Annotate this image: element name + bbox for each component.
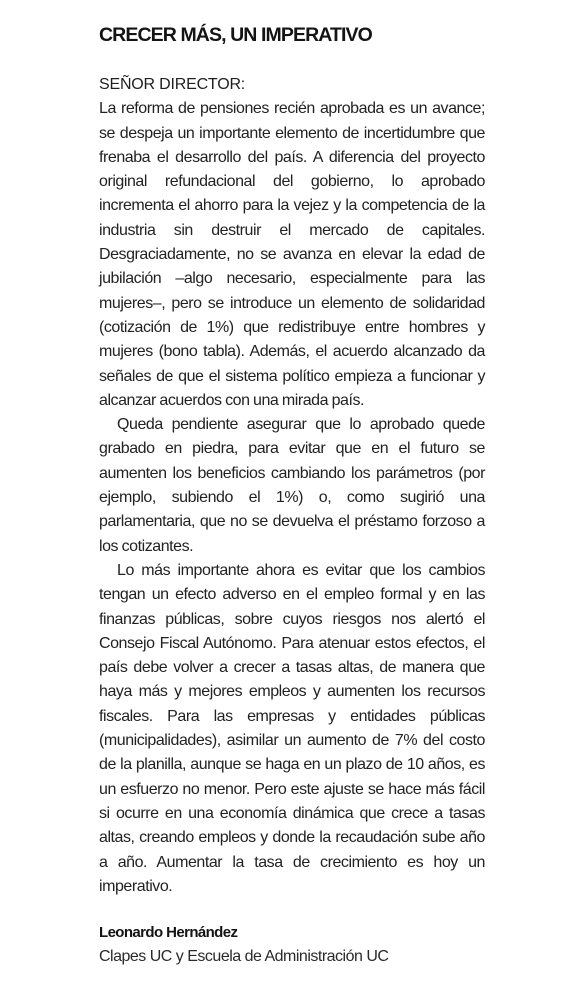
author-affiliation: Clapes UC y Escuela de Administración UC (99, 948, 389, 966)
salutation: SEÑOR DIRECTOR: (99, 76, 246, 93)
author-name: Leonardo Hernández (99, 924, 238, 942)
paragraph-1: La reforma de pensiones recién aprobada es un avance; se despeja un importante elemento de incertidumbre que frenaba el desarrollo del país. A diferencia del proyecto original refundacional del gobierno, lo aprobado incrementa el ahorro para la vejez y la competencia de la industria sin destruir el mercado de capitales. Desgraciadamente, no se avanza en elevar la edad de jubilación –algo necesario, especialmente para las mujeres–, pero se introduce un elemento de solidaridad (cotización de 1%) que redistribuye entre hombres y mujeres (bono tabla). Además, el acuerdo alcanzado da señales de que el sistema político empieza a funcionar y alcanzar acuerdos con una mirada país. (99, 100, 485, 409)
letter-body (99, 97, 485, 899)
headline: CRECER MÁS, UN IMPERATIVO (99, 24, 372, 46)
letter-article (99, 22, 485, 969)
paragraph-2: Queda pendiente asegurar que lo aprobado quede grabado en piedra, para evitar que en el futuro se aumenten los beneficios cambiando los parámetros (por ejemplo, subiendo el 1%) o, como sugirió una parlamentaria, que no se devuelva el préstamo forzoso a los cotizantes. (99, 416, 485, 555)
paragraph-3: Lo más importante ahora es evitar que los cambios tengan un efecto adverso en el empleo formal y en las finanzas públicas, sobre cuyos riesgos nos alertó el Consejo Fiscal Autónomo. Para atenuar estos efectos, el país debe volver a crecer a tasas altas, de manera que haya más y mejores empleos y aumenten los recursos fiscales. Para las empresas y entidades públicas (municipalidades), asimilar un aumento de 7% del costo de la planilla, aunque se haga en un plazo de 10 años, es un esfuerzo no menor. Pero este ajuste se hace más fácil si ocurre en una economía dinámica que crece a tasas altas, creando empleos y donde la recaudación sube año a año. Aumentar la tasa de crecimiento es hoy un imperativo. (99, 561, 485, 895)
signature-block (99, 921, 485, 969)
